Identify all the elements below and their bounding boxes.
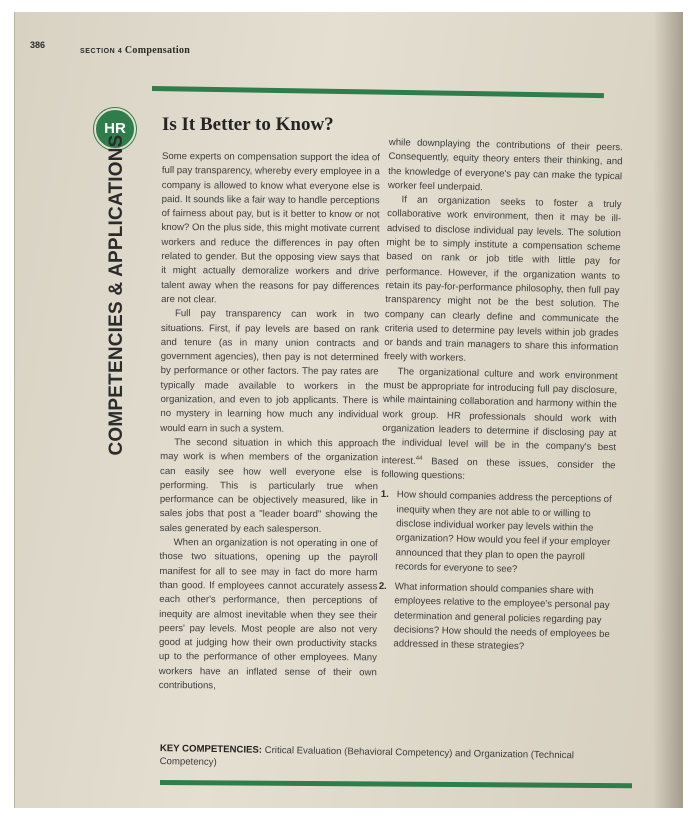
question-text: What information should companies share with employees relative to the employee's personal pay determination and general policies regarding pay decisions? How should the needs of employees be addressed in these strategies? xyxy=(393,581,610,653)
question-item xyxy=(379,488,615,579)
paragraph-text: The organizational culture and work environment must be appropriate for introducing full pay disclosure, while maintaining collaboration and harmony within the work group. HR professionals should work with organization leaders to determine if disclosing pay at the individual level will be in the company's best interest. xyxy=(381,366,618,467)
paragraph: while downplaying the contributions of their peers. Consequently, equity theory enters their thinking, and the knowledge of everyone's pay can make the typical worker feel underpaid. xyxy=(387,136,623,194)
question-item xyxy=(377,580,613,657)
paragraph: If an organization seeks to foster a truly collaborative work environment, then it may be ill-advised to disclose individual pay levels. The solution might be to simply institute a compensation scheme based on rank or job title with little pay for performance. However, if the organization wants to retain its pay-for-performance philosophy, then full pay transparency might not be the best solution. The company can clearly define and communicate the criteria used to determine pay levels within job grades or bands and train managers to share this information freely with workers. xyxy=(383,194,622,365)
key-competencies-label: KEY COMPETENCIES: xyxy=(159,742,263,756)
article-title: Is It Better to Know? xyxy=(162,114,334,135)
page-number: 386 xyxy=(30,40,46,50)
hr-badge: HR xyxy=(94,108,136,150)
section-title: Compensation xyxy=(124,45,191,56)
page-curl-shadow xyxy=(653,12,683,824)
key-competencies-text: Critical Evaluation (Behavioral Competency) and Organization (Technical Competency) xyxy=(159,744,575,768)
section-prefix: SECTION xyxy=(80,48,116,55)
footnote-ref: 44 xyxy=(415,455,423,462)
paragraph: When an organization is not operating in one of those two situations, opening up the payroll manifest for all to see may in fact do more harm than good. If employees cannot accurately assess each other's performance, then perceptions of inequity are almost inevitable when they see their peers' pay levels. Most people are also not very good at judging how their own productivity stacks up to the performance of other employees. Many workers have an inflated sense of their own contributions, xyxy=(158,537,378,692)
paragraph: Some experts on compensation support the idea of full pay transparency, whereby every employee in a company is allowed to know what everyone else is paid. It sounds like a fair way to handle perceptions of fairness about pay, but is it better to know or not know? On the plus side, this might motivate current workers and reduce the differences in pay often related to gender. But the opposing view says that it might actually demoralize workers and drive talent away when the reasons for pay differences are not clear. xyxy=(161,150,380,306)
question-number: 2. xyxy=(378,580,387,593)
paragraph xyxy=(381,365,618,488)
right-column xyxy=(377,136,623,657)
paragraph: Full pay transparency can work in two situations. First, if pay levels are based on rank and tenure (as in many union contracts and government agencies), then pay is not determined by performance or other factors. The pay rates are typically made available to workers in the organization, and even to job applicants. There is no mystery in learning how much any individual would earn in such a system. xyxy=(160,308,380,435)
question-text: How should companies address the perceptions of inequity when they are not able to or willing to disclose individual worker pay levels within the organization? How would you feel if your employer announced that they plan to open the payroll records for everyone to see? xyxy=(395,489,612,575)
photo-bottom-edge xyxy=(0,808,695,826)
sidebar-vertical-label: COMPETENCIES & APPLICATIONS xyxy=(106,134,127,456)
left-column xyxy=(159,150,380,695)
paragraph: The second situation in which this approach may work is when members of the organization can easily see how well everyone else is performing. This is particularly true when performance can be objectively measured, like in sales jobs that post a "leader board" showing the sales generated by each salesperson. xyxy=(159,437,379,535)
section-header xyxy=(80,45,190,56)
question-number: 1. xyxy=(380,489,389,501)
section-number: 4 xyxy=(117,48,123,55)
paragraph-text: Based on these issues, consider the following questions: xyxy=(381,455,616,482)
